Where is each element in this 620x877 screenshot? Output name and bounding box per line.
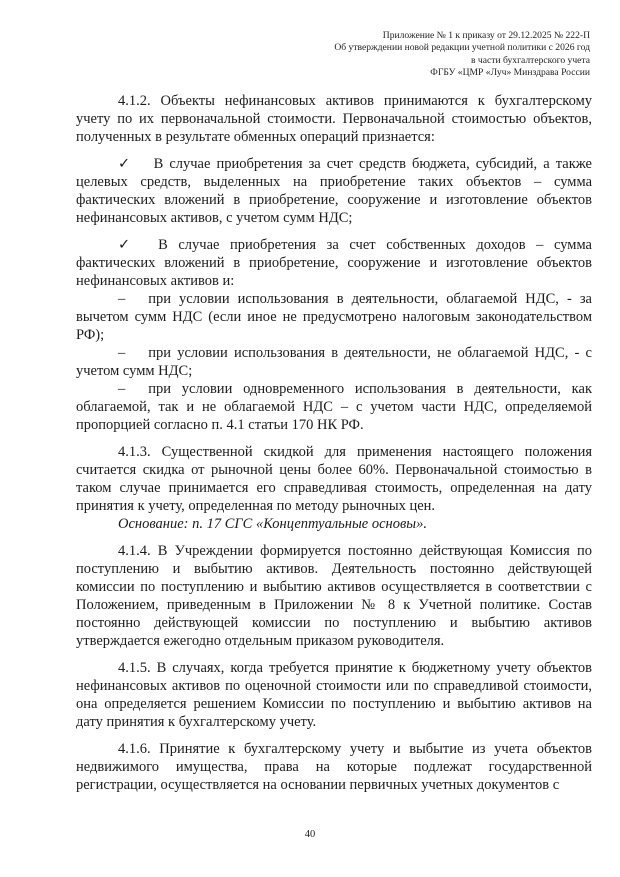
paragraph-4-1-2-text: 4.1.2. Объекты нефинансовых активов принимаются к бухгалтерскому учету по их первоначальной стоимости. Первоначальной стоимостью объектов, полученных в результате обменных операций признается: xyxy=(76,93,592,146)
header-line-accounting: в части бухгалтерского учета xyxy=(471,54,590,66)
dash-bullet-icon: – xyxy=(118,291,126,308)
header-line-organization: ФГБУ «ЦМР «Луч» Минздрава России xyxy=(430,66,590,78)
paragraph-4-1-2 xyxy=(76,92,592,146)
dash-item-vat-mixed xyxy=(76,380,592,434)
check-item-own-income-text: В случае приобретения за счет собственных доходов – сумма фактических вложений в приобретение, сооружение и изготовление объектов нефинансовых активов и: xyxy=(76,237,592,290)
check-item-own-income xyxy=(76,236,592,290)
dash-item-vat-taxable-text: при условии использования в деятельности, облагаемой НДС, - за вычетом сумм НДС (если иное не предусмотрено налоговым законодательством РФ); xyxy=(76,291,592,344)
paragraph-4-1-3-text: 4.1.3. Существенной скидкой для применения настоящего положения считается скидка от рыночной цены более 60%. Первоначальной стоимостью в таком случае принимается его справедливая стоимость, определенная на дату принятия к учету, определенная по методу рыночных цен. xyxy=(76,444,592,515)
paragraph-4-1-5 xyxy=(76,659,592,731)
paragraph-4-1-4-text: 4.1.4. В Учреждении формируется постоянно действующая Комиссия по поступлению и выбытию активов. Деятельность постоянно действующей комиссии по поступлению и выбытию активов осуществляется в соответствии с Положением, приведенным в Приложении № 8 к Учетной политике. Состав постоянно действующей комиссии по поступлению и выбытию активов утверждается ежегодно отдельным приказом руководителя. xyxy=(76,543,592,650)
document-header xyxy=(0,0,620,79)
header-line-approval: Об утверждении новой редакции учетной политики с 2026 год xyxy=(334,42,590,54)
dash-item-vat-mixed-text: при условии одновременного использования в деятельности, как облагаемой, так и не облагаемой НДС – с учетом части НДС, определяемой пропорцией согласно п. 4.1 статьи 170 НК РФ. xyxy=(76,381,592,434)
paragraph-4-1-6-text: 4.1.6. Принятие к бухгалтерскому учету и выбытие из учета объектов недвижимого имущества, права на которые подлежат государственной регистрации, осуществляется на основании первичных учетных документов с xyxy=(76,741,592,794)
basis-note-text: Основание: п. 17 СГС «Концептуальные основы». xyxy=(118,516,427,533)
page-number: 40 xyxy=(304,829,316,840)
check-bullet-icon: ✓ xyxy=(118,237,138,254)
header-line-appendix: Приложение № 1 к приказу от 29.12.2025 № 222-П xyxy=(382,30,590,41)
dash-item-vat-exempt xyxy=(76,344,592,380)
check-item-budget-text: В случае приобретения за счет средств бюджета, субсидий, а также целевых средств, выделенных на приобретение таких объектов – сумма фактических вложений в приобретение, сооружение и изготовление объектов нефинансовых активов, с учетом сумм НДС; xyxy=(76,156,592,227)
check-item-budget xyxy=(76,155,592,227)
document-body xyxy=(0,92,620,794)
dash-item-vat-taxable xyxy=(76,290,592,344)
dash-item-vat-exempt-text: при условии использования в деятельности, не облагаемой НДС, - с учетом сумм НДС; xyxy=(76,345,592,380)
paragraph-4-1-6 xyxy=(76,740,592,794)
dash-bullet-icon: – xyxy=(118,381,126,398)
basis-note-4-1-3 xyxy=(76,515,592,533)
check-bullet-icon: ✓ xyxy=(118,156,133,173)
paragraph-4-1-4 xyxy=(76,542,592,650)
paragraph-4-1-5-text: 4.1.5. В случаях, когда требуется принятие к бюджетному учету объектов нефинансовых активов по оценочной стоимости или по справедливой стоимости, она определяется решением Комиссии по поступлению и выбытию активов на дату принятия к бухгалтерскому учету. xyxy=(76,660,592,731)
paragraph-4-1-3 xyxy=(76,443,592,515)
dash-bullet-icon: – xyxy=(118,345,126,362)
